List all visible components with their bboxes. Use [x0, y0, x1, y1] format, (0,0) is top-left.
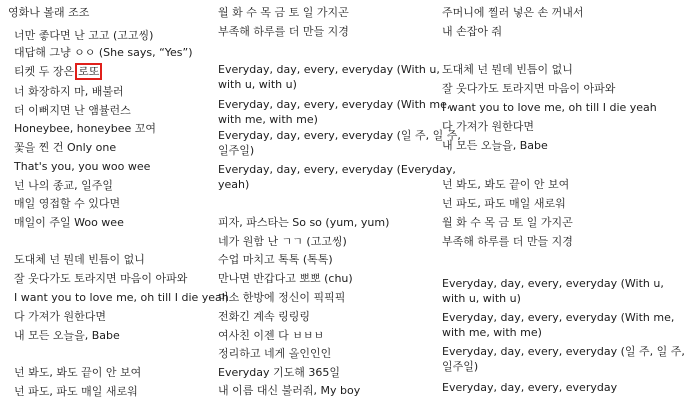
lyric-line: 정리하고 네게 올인인인	[218, 347, 332, 360]
lyric-line: I want you to love me, oh till I die yeah	[442, 101, 657, 114]
lyric-line: Everyday, day, every, everyday (With me,	[442, 311, 675, 324]
lyric-line: I want you to love me, oh till I die yeah	[14, 291, 229, 304]
lyric-line: Everyday, day, every, everyday (Everyday,	[218, 163, 456, 176]
lyric-line: 대답해 그냥 ㅇㅇ (She says, “Yes”)	[14, 46, 193, 59]
lyric-line: 월 화 수 목 금 토 일 가지곤	[442, 216, 573, 229]
lyric-line: with me, with me)	[442, 326, 542, 339]
lyric-line: 넌 파도, 파도 매일 새로워	[442, 197, 566, 210]
lyrics-column-3	[438, 0, 685, 400]
lyric-line: 도대체 넌 뭔데 빈틈이 없니	[14, 253, 145, 266]
lyric-line: Everyday, day, every, everyday (일 주, 일 주,	[218, 129, 461, 142]
lyric-line: Everyday 기도해 365일	[218, 366, 340, 379]
lyric-line: Everyday, day, every, everyday (With u,	[442, 277, 664, 290]
lyric-line: Everyday, day, every, everyday	[442, 381, 618, 394]
lyric-line: 너만 좋다면 난 고고 (고고씽)	[14, 29, 154, 42]
lyric-line: with u, with u)	[218, 78, 297, 91]
lyric-text: 티켓 두 장은	[14, 65, 75, 78]
lyric-line: 넌 봐도, 봐도 끝이 안 보여	[442, 178, 570, 191]
lyric-line: 넌 봐도, 봐도 끝이 안 보여	[14, 366, 142, 379]
lyric-line: 부족해 하루를 더 만들 지경	[442, 235, 573, 248]
lyric-line: 전화긴 계속 링링링	[218, 310, 311, 323]
lyric-line: 피자, 파스타는 So so (yum, yum)	[218, 216, 390, 229]
lyric-line: 도대체 넌 뭔데 빈틈이 없니	[442, 63, 573, 76]
lyric-line: 수업 마치고 톡톡 (톡톡)	[218, 253, 333, 266]
lyric-line: 내 손잡아 줘	[442, 25, 503, 38]
lyric-line: 넌 파도, 파도 매일 새로워	[14, 385, 138, 398]
lyric-line: 부족해 하루를 더 만들 지경	[218, 25, 349, 38]
lyric-line: 꽃을 찐 건 Only one	[14, 141, 117, 154]
lyric-line: 더 이뻐지면 난 앰뷸런스	[14, 104, 131, 117]
lyric-line: 일주일)	[218, 144, 255, 157]
lyric-line: Everyday, day, every, everyday (With me,	[218, 98, 451, 111]
lyric-line: Everyday, day, every, everyday (With u,	[218, 63, 440, 76]
lyric-line: 네가 원함 난 ㄱㄱ (고고씽)	[218, 235, 347, 248]
lyric-line: 여사친 이젠 다 ㅂㅂㅂ	[218, 329, 325, 342]
lyric-line: 내 이름 대신 불러줘, My boy	[218, 384, 361, 397]
lyric-line: 매일 영접할 수 있다면	[14, 197, 121, 210]
lyric-line: 다 가져가 원한다면	[14, 310, 107, 323]
lyric-line: 주머니에 찔러 넣은 손 꺼내서	[442, 6, 584, 19]
lyric-line: with u, with u)	[442, 292, 521, 305]
lyric-line: 너 화장하지 마, 배불러	[14, 85, 124, 98]
lyric-line: 내 모든 오늘을, Babe	[14, 329, 120, 342]
lyric-line: 일주일)	[442, 360, 479, 373]
lyric-line: 미소 한방에 정신이 픽픽픽	[218, 291, 346, 304]
lyric-line: 월 화 수 목 금 토 일 가지곤	[218, 6, 349, 19]
lyric-line: Honeybee, honeybee 꼬여	[14, 122, 156, 135]
lyric-line: 매일이 주일 Woo wee	[14, 216, 124, 229]
lyric-line: yeah)	[218, 178, 250, 191]
lyrics-column-2	[214, 0, 461, 400]
lyric-line: 만나면 반갑다고 뽀뽀 (chu)	[218, 272, 353, 285]
lyric-line: 넌 나의 종교, 일주일	[14, 179, 113, 192]
lyrics-column-1	[0, 0, 229, 400]
lyric-line: 내 모든 오늘을, Babe	[442, 139, 548, 152]
lyric-line	[14, 65, 102, 79]
lyric-line: 다 가져가 원한다면	[442, 120, 535, 133]
lyric-line: 잘 웃다가도 토라지면 마음이 아파와	[442, 82, 616, 95]
lyric-line: Everyday, day, every, everyday (일 주, 일 주,	[442, 345, 685, 358]
lyric-line: with me, with me)	[218, 113, 318, 126]
lyric-line: 잘 웃다가도 토라지면 마음이 아파와	[14, 272, 188, 285]
lyric-line: That's you, you woo wee	[14, 160, 151, 173]
highlighted-word: 로또	[75, 63, 102, 80]
lyric-line: 영화나 볼래 조조	[8, 6, 90, 19]
